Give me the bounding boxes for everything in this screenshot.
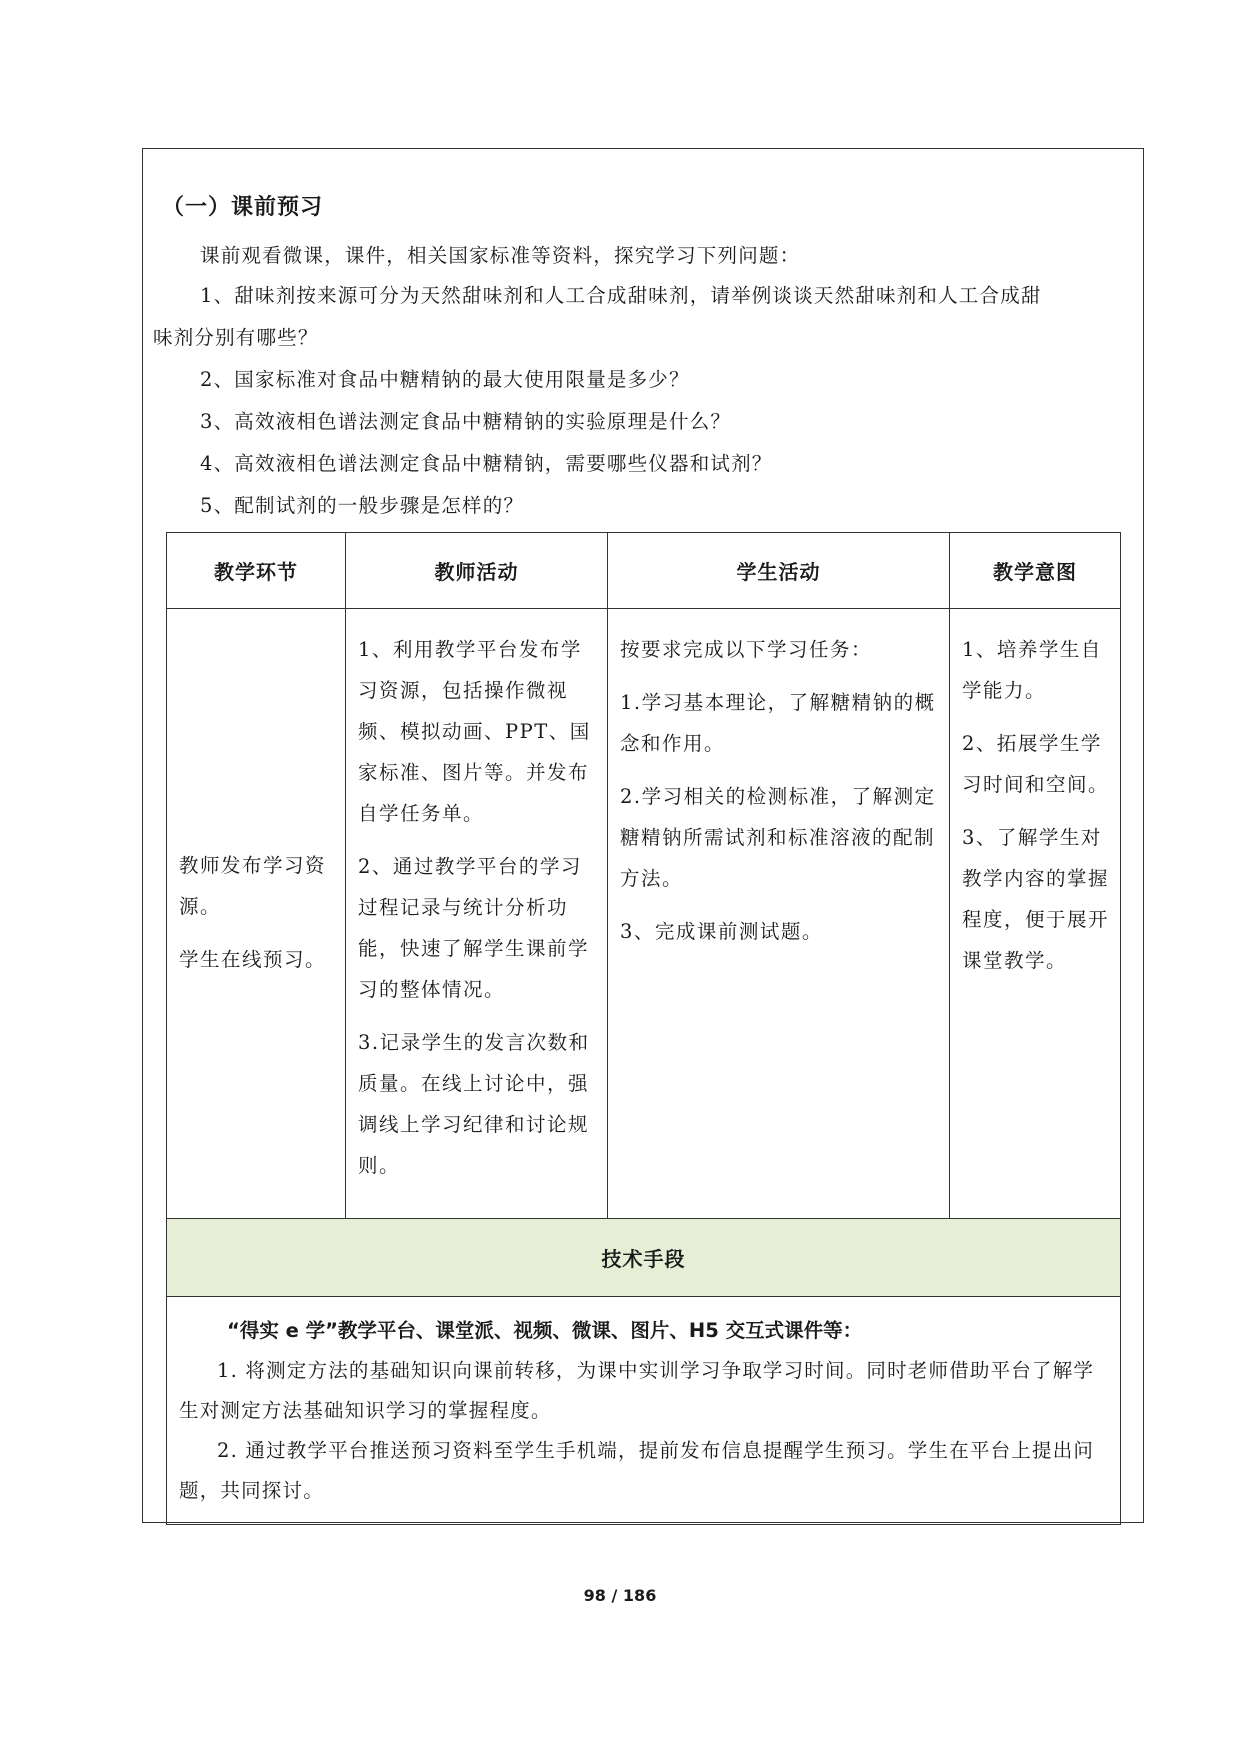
page-number: 98 / 186 — [583, 1586, 657, 1605]
student-activity-item: 2.学习相关的检测标准，了解测定糖精钠所需试剂和标准溶液的配制方法。 — [620, 785, 936, 890]
header-student-activity: 学生活动 — [608, 533, 950, 609]
teacher-activity-cell — [346, 609, 608, 1219]
header-stage: 教学环节 — [167, 533, 346, 609]
tech-body-row — [167, 1297, 1121, 1525]
question-4: 4、高效液相色谱法测定食品中糖精钠，需要哪些仪器和试剂？ — [200, 452, 773, 475]
tech-point: 2. 通过教学平台推送预习资料至学生手机端，提前发布信息提醒学生预习。学生在平台上提出问题，共同探讨。 — [179, 1439, 1095, 1502]
teaching-intent-item: 3、了解学生对教学内容的掌握程度，便于展开课堂教学。 — [962, 826, 1110, 972]
header-teacher-activity: 教师活动 — [346, 533, 608, 609]
student-activity-item: 1.学习基本理论，了解糖精钠的概念和作用。 — [620, 691, 936, 755]
teaching-intent-item: 1、培养学生自学能力。 — [962, 638, 1102, 702]
student-activity-item: 按要求完成以下学习任务： — [620, 638, 873, 661]
teaching-intent-cell — [950, 609, 1121, 1219]
question-2: 2、国家标准对食品中糖精钠的最大使用限量是多少？ — [200, 368, 690, 391]
teaching-intent-item: 2、拓展学生学习时间和空间。 — [962, 732, 1110, 796]
tech-heading: 技术手段 — [167, 1219, 1121, 1297]
student-activity-item: 3、完成课前测试题。 — [620, 920, 823, 943]
lesson-table — [166, 532, 1121, 1525]
tech-lead: “得实 e 学”教学平台、课堂派、视频、微课、图片、H5 交互式课件等： — [227, 1319, 863, 1342]
table-header-row — [167, 533, 1121, 609]
tech-point: 1. 将测定方法的基础知识向课前转移，为课中实训学习争取学习时间。同时老师借助平台了解学生对测定方法基础知识学习的掌握程度。 — [179, 1359, 1095, 1422]
teacher-activity-item: 3.记录学生的发言次数和质量。在线上讨论中，强调线上学习纪律和讨论规则。 — [358, 1031, 590, 1177]
question-1-line-2: 味剂分别有哪些？ — [153, 326, 319, 349]
preview-intro: 课前观看微课，课件，相关国家标准等资料，探究学习下列问题： — [200, 244, 801, 267]
teacher-activity-item: 1、利用教学平台发布学习资源，包括操作微视频、模拟动画、PPT、国家标准、图片等。并发布自学任务单。 — [358, 638, 591, 825]
stage-cell — [167, 609, 346, 1219]
stage-line: 学生在线预习。 — [179, 948, 327, 971]
question-5: 5、配制试剂的一般步骤是怎样的？ — [200, 494, 525, 517]
header-teaching-intent: 教学意图 — [950, 533, 1121, 609]
tech-heading-row — [167, 1219, 1121, 1297]
student-activity-cell — [608, 609, 950, 1219]
question-3: 3、高效液相色谱法测定食品中糖精钠的实验原理是什么？ — [200, 410, 732, 433]
tech-body-cell — [167, 1297, 1121, 1525]
teacher-activity-item: 2、通过教学平台的学习过程记录与统计分析功能，快速了解学生课前学习的整体情况。 — [358, 855, 590, 1001]
table-row — [167, 609, 1121, 1219]
section-title: （一）课前预习 — [162, 195, 324, 220]
stage-line: 教师发布学习资源。 — [179, 854, 327, 918]
question-1-line-1: 1、甜味剂按来源可分为天然甜味剂和人工合成甜味剂，请举例谈谈天然甜味剂和人工合成甜 — [200, 284, 1042, 307]
